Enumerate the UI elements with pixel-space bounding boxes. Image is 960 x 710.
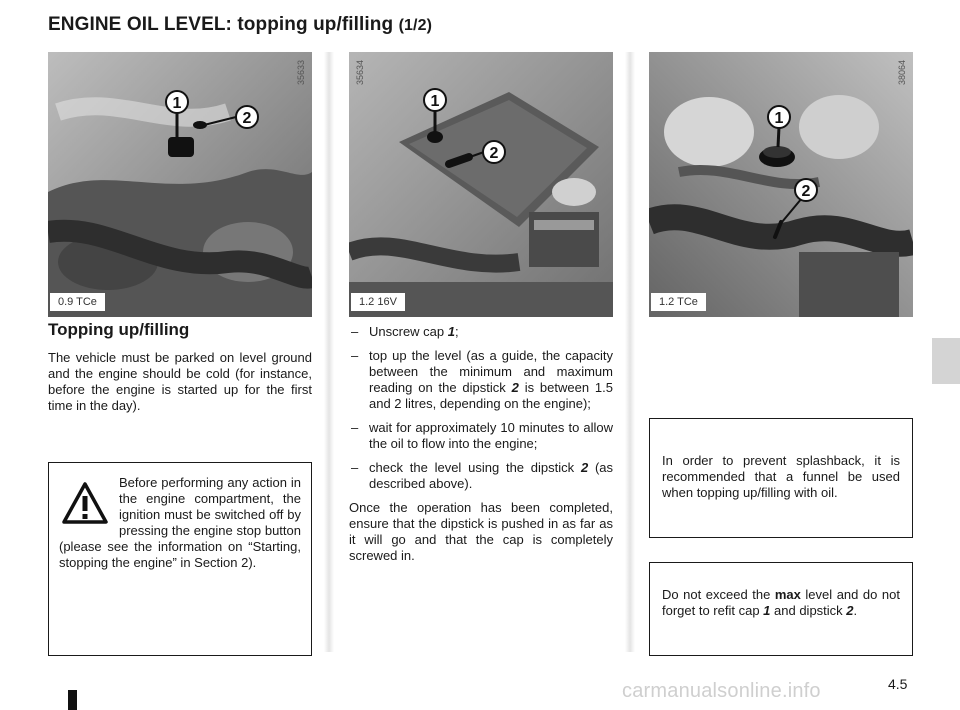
engine-label: 0.9 TCe bbox=[50, 293, 105, 311]
step-item: – top up the level (as a guide, the capacity between the minimum and maximum reading on the dipstick 2 is between 1.5 and 2 litres, depending on the engine); bbox=[349, 348, 613, 412]
engine-label: 1.2 16V bbox=[351, 293, 405, 311]
column-separator bbox=[625, 52, 635, 652]
engine-photo-1 bbox=[48, 52, 312, 317]
engine-photo-2 bbox=[349, 52, 613, 317]
intro-paragraph: The vehicle must be parked on level ground and the engine should be cold (for instance, before the engine is started up for the first time in the day). bbox=[48, 350, 312, 413]
step-item: – check the level using the dipstick 2 (as described above). bbox=[349, 460, 613, 492]
callout-cap: 1 bbox=[774, 110, 784, 127]
warning-box bbox=[48, 462, 312, 656]
photo-reference: 38064 bbox=[897, 60, 907, 86]
page-number: 4.5 bbox=[888, 676, 908, 692]
title-part: (1/2) bbox=[398, 17, 433, 34]
closing-paragraph: Once the operation has been completed, ensure that the dipstick is pushed in as far as it will go and that the cap is completely screwed in. bbox=[349, 500, 613, 563]
callout-dipstick: 2 bbox=[242, 110, 252, 127]
funnel-note-box bbox=[649, 418, 913, 538]
instruction-list bbox=[349, 324, 613, 564]
page-title bbox=[48, 14, 432, 36]
max-level-note-box bbox=[649, 562, 913, 656]
step-item: – wait for approximately 10 minutes to allow the oil to flow into the engine; bbox=[349, 420, 613, 452]
max-level-note-text: Do not exceed the max level and do not forget to refit cap 1 and dipstick 2. bbox=[662, 587, 900, 618]
column-separator bbox=[324, 52, 334, 652]
section-heading: Topping up/filling bbox=[48, 320, 190, 339]
watermark: carmanualsonline.info bbox=[622, 680, 821, 702]
photo-reference: 35633 bbox=[296, 60, 306, 86]
warning-text: Before performing any action in the engine compartment, the ignition must be switched off by pressing the engine stop button (please see the information on “Starting, stopping the engine” in Section 2). bbox=[59, 475, 301, 570]
callout-dipstick: 2 bbox=[489, 145, 499, 162]
footer-mark bbox=[68, 690, 77, 710]
callout-cap: 1 bbox=[430, 93, 440, 110]
title-text: ENGINE OIL LEVEL: topping up/filling bbox=[48, 14, 394, 35]
step-item: – Unscrew cap 1; bbox=[349, 324, 613, 340]
engine-illustration bbox=[48, 52, 312, 317]
callout-dipstick: 2 bbox=[801, 183, 811, 200]
engine-photo-3 bbox=[649, 52, 913, 317]
callout-cap: 1 bbox=[172, 95, 182, 112]
engine-illustration bbox=[649, 52, 913, 317]
photo-reference: 35634 bbox=[355, 60, 365, 86]
funnel-note-text: In order to prevent splashback, it is recommended that a funnel be used when topping up/filling with oil. bbox=[662, 453, 900, 500]
engine-illustration bbox=[349, 52, 613, 317]
section-edge-tab bbox=[932, 338, 960, 384]
warning-triangle-icon bbox=[61, 481, 109, 525]
engine-label: 1.2 TCe bbox=[651, 293, 706, 311]
